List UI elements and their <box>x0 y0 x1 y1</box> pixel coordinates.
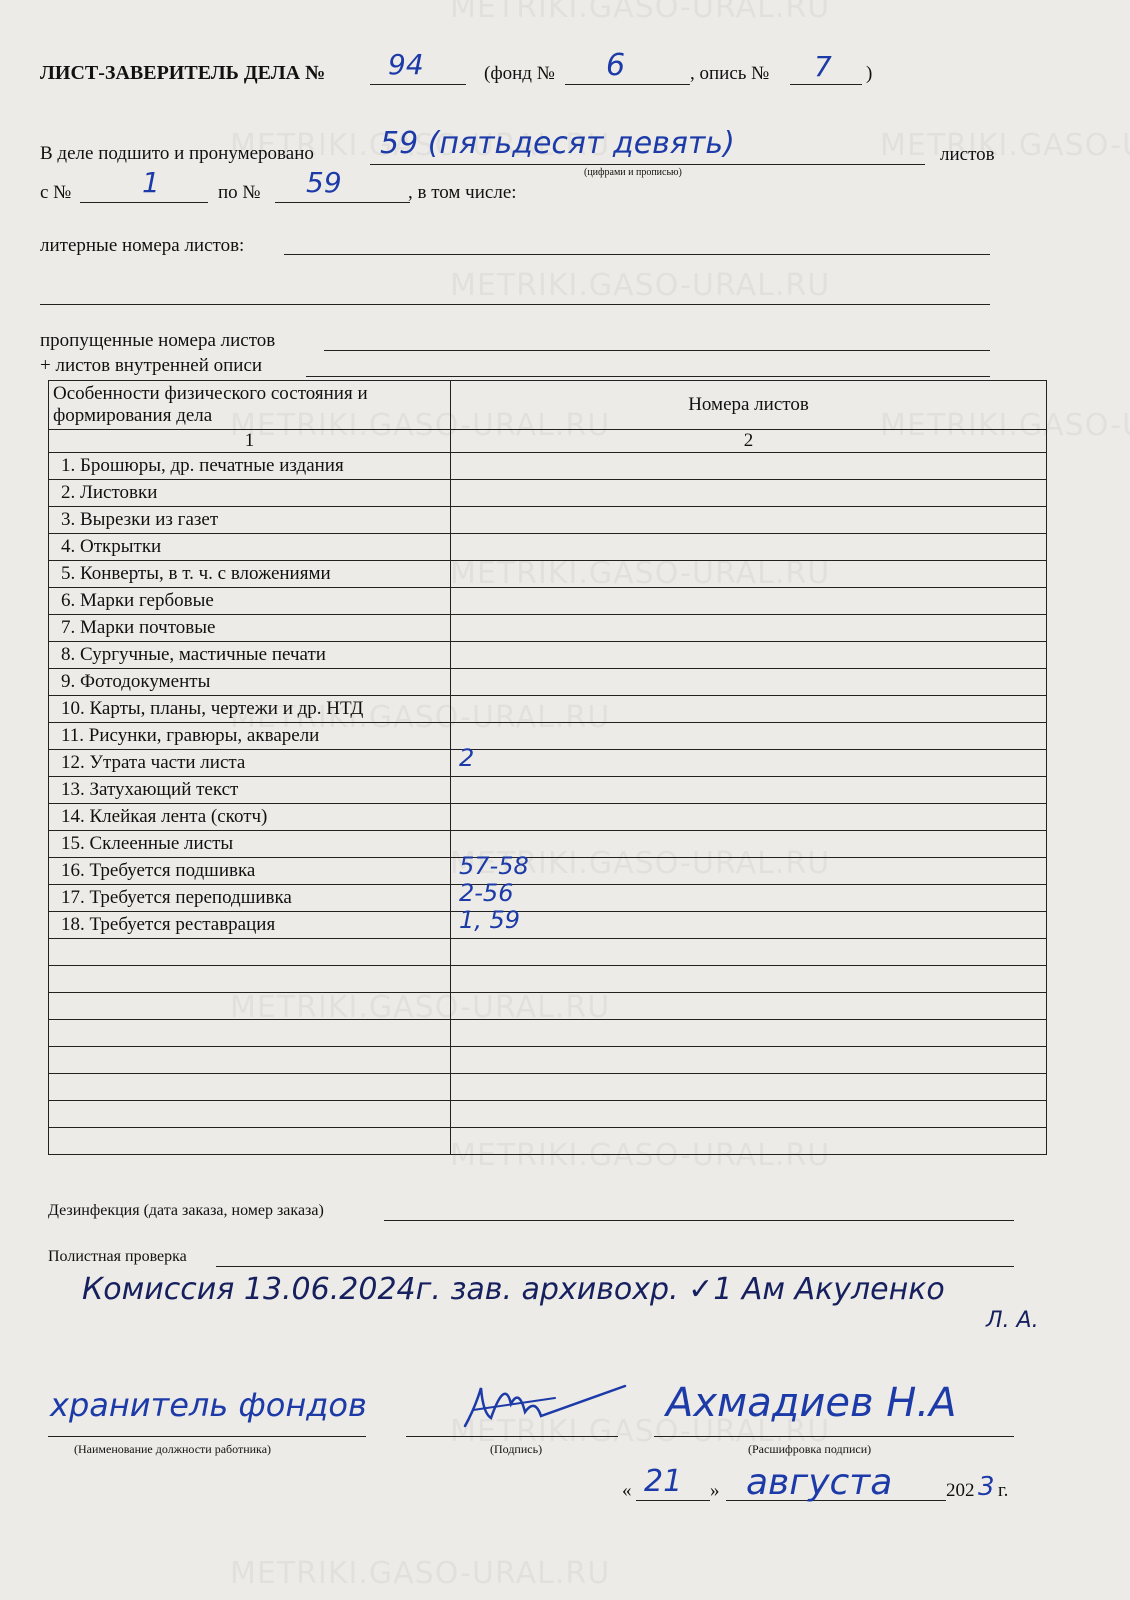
empty-cell <box>49 1074 451 1101</box>
row-label: 3. Вырезки из газет <box>49 507 451 534</box>
month-value: августа <box>746 1462 893 1503</box>
to-label: по № <box>218 182 261 203</box>
empty-cell <box>49 1047 451 1074</box>
letter-numbers-label: литерные номера листов: <box>40 235 245 256</box>
empty-cell <box>451 1047 1047 1074</box>
row-value <box>451 669 1047 696</box>
check-underline <box>216 1266 1014 1267</box>
row-value <box>451 831 1047 858</box>
row-value <box>451 507 1047 534</box>
row-label: 4. Открытки <box>49 534 451 561</box>
stitched-underline <box>370 164 925 165</box>
stitched-value: 59 (пятьдесят девять) <box>380 126 735 161</box>
row-label: 6. Марки гербовые <box>49 588 451 615</box>
position-hint: (Наименование должности работника) <box>74 1442 272 1456</box>
watermark-text <box>230 1556 610 1591</box>
blank-underline <box>40 304 990 305</box>
to-value: 59 <box>306 166 342 199</box>
signature-underline <box>406 1436 618 1437</box>
signature-image <box>445 1368 645 1438</box>
col1-header: Особенности физического состояния и формирования дела <box>49 381 451 430</box>
opis-number: 7 <box>814 50 832 83</box>
day-value: 21 <box>644 1464 683 1499</box>
row-label: 1. Брошюры, др. печатные издания <box>49 453 451 480</box>
check-label: Полистная проверка <box>48 1248 187 1265</box>
row-label: 2. Листовки <box>49 480 451 507</box>
watermark-text <box>450 268 830 303</box>
from-value: 1 <box>142 166 160 199</box>
row-value <box>451 804 1047 831</box>
position-underline <box>48 1436 366 1437</box>
empty-cell <box>451 939 1047 966</box>
doc-title: ЛИСТ-ЗАВЕРИТЕЛЬ ДЕЛА № <box>40 62 326 84</box>
date-quote-close: » <box>710 1480 720 1501</box>
row-value: 1, 59 <box>451 912 1047 939</box>
row-value <box>451 615 1047 642</box>
row-label: 15. Склеенные листы <box>49 831 451 858</box>
row-label: 17. Требуется переподшивка <box>49 885 451 912</box>
row-value <box>451 696 1047 723</box>
row-label: 10. Карты, планы, чертежи и др. НТД <box>49 696 451 723</box>
col2-number: 2 <box>451 430 1047 453</box>
letter-numbers-underline <box>284 254 990 255</box>
condition-table <box>48 380 1047 1155</box>
watermark-text <box>880 128 1130 163</box>
missing-underline <box>324 350 990 351</box>
row-label: 5. Конверты, в т. ч. с вложениями <box>49 561 451 588</box>
row-label: 8. Сургучные, мастичные печати <box>49 642 451 669</box>
opis-label: , опись № <box>690 63 770 84</box>
row-value <box>451 777 1047 804</box>
inner-inventory-underline <box>306 376 990 377</box>
row-value <box>451 642 1047 669</box>
handwritten-note-initials: Л. А. <box>986 1308 1039 1333</box>
fond-number: 6 <box>606 48 626 83</box>
year-suffix: г. <box>998 1480 1009 1501</box>
day-underline <box>636 1500 710 1501</box>
row-label: 7. Марки почтовые <box>49 615 451 642</box>
missing-label: пропущенные номера листов <box>40 330 276 351</box>
empty-cell <box>49 1128 451 1155</box>
decoding-hint: (Расшифровка подписи) <box>748 1442 872 1456</box>
row-label: 18. Требуется реставрация <box>49 912 451 939</box>
col2-header: Номера листов <box>451 381 1047 430</box>
stitched-label: В деле подшито и пронумеровано <box>40 143 314 164</box>
empty-cell <box>451 966 1047 993</box>
row-value <box>451 588 1047 615</box>
inner-inventory-label: + листов внутренней описи <box>40 355 263 376</box>
row-label: 13. Затухающий текст <box>49 777 451 804</box>
empty-cell <box>451 1074 1047 1101</box>
including-label: , в том числе: <box>408 182 517 203</box>
row-value: 57-58 <box>451 858 1047 885</box>
date-quote-open: « <box>622 1480 632 1501</box>
row-value <box>451 480 1047 507</box>
row-value: 2-56 <box>451 885 1047 912</box>
decoding-value: Ахмадиев Н.А <box>666 1380 957 1426</box>
case-number-underline <box>370 84 466 85</box>
position-value: хранитель фондов <box>50 1386 367 1424</box>
opis-underline <box>790 84 862 85</box>
row-value <box>451 561 1047 588</box>
row-label: 16. Требуется подшивка <box>49 858 451 885</box>
empty-cell <box>49 1101 451 1128</box>
row-label: 14. Клейкая лента (скотч) <box>49 804 451 831</box>
empty-cell <box>49 993 451 1020</box>
empty-cell <box>49 939 451 966</box>
empty-cell <box>49 966 451 993</box>
decoding-underline <box>654 1436 1014 1437</box>
row-value <box>451 534 1047 561</box>
from-label: с № <box>40 182 72 203</box>
disinfection-underline <box>384 1220 1014 1221</box>
row-value: 2 <box>451 750 1047 777</box>
empty-cell <box>49 1020 451 1047</box>
from-underline <box>80 202 208 203</box>
row-label: 11. Рисунки, гравюры, акварели <box>49 723 451 750</box>
empty-cell <box>451 1128 1047 1155</box>
signature-hint: (Подпись) <box>490 1442 543 1456</box>
empty-cell <box>451 993 1047 1020</box>
case-number: 94 <box>388 48 424 81</box>
empty-cell <box>451 1101 1047 1128</box>
empty-cell <box>451 1020 1047 1047</box>
fond-underline <box>565 84 690 85</box>
col1-number: 1 <box>49 430 451 453</box>
handwritten-note: Комиссия 13.06.2024г. зав. архивохр. ✓1 Ам Акуленко <box>82 1272 945 1307</box>
disinfection-label: Дезинфекция (дата заказа, номер заказа) <box>48 1202 324 1219</box>
row-label: 9. Фотодокументы <box>49 669 451 696</box>
row-value <box>451 453 1047 480</box>
row-label: 12. Утрата части листа <box>49 750 451 777</box>
stitched-suffix: листов <box>940 144 995 165</box>
year-digit: 3 <box>978 1472 995 1502</box>
watermark-text <box>450 0 830 25</box>
fond-label: (фонд № <box>484 63 555 84</box>
to-underline <box>275 202 410 203</box>
stitched-hint: (цифрами и прописью) <box>584 167 682 178</box>
row-value <box>451 723 1047 750</box>
close-paren: ) <box>866 63 873 84</box>
year-prefix: 202 <box>946 1480 975 1501</box>
